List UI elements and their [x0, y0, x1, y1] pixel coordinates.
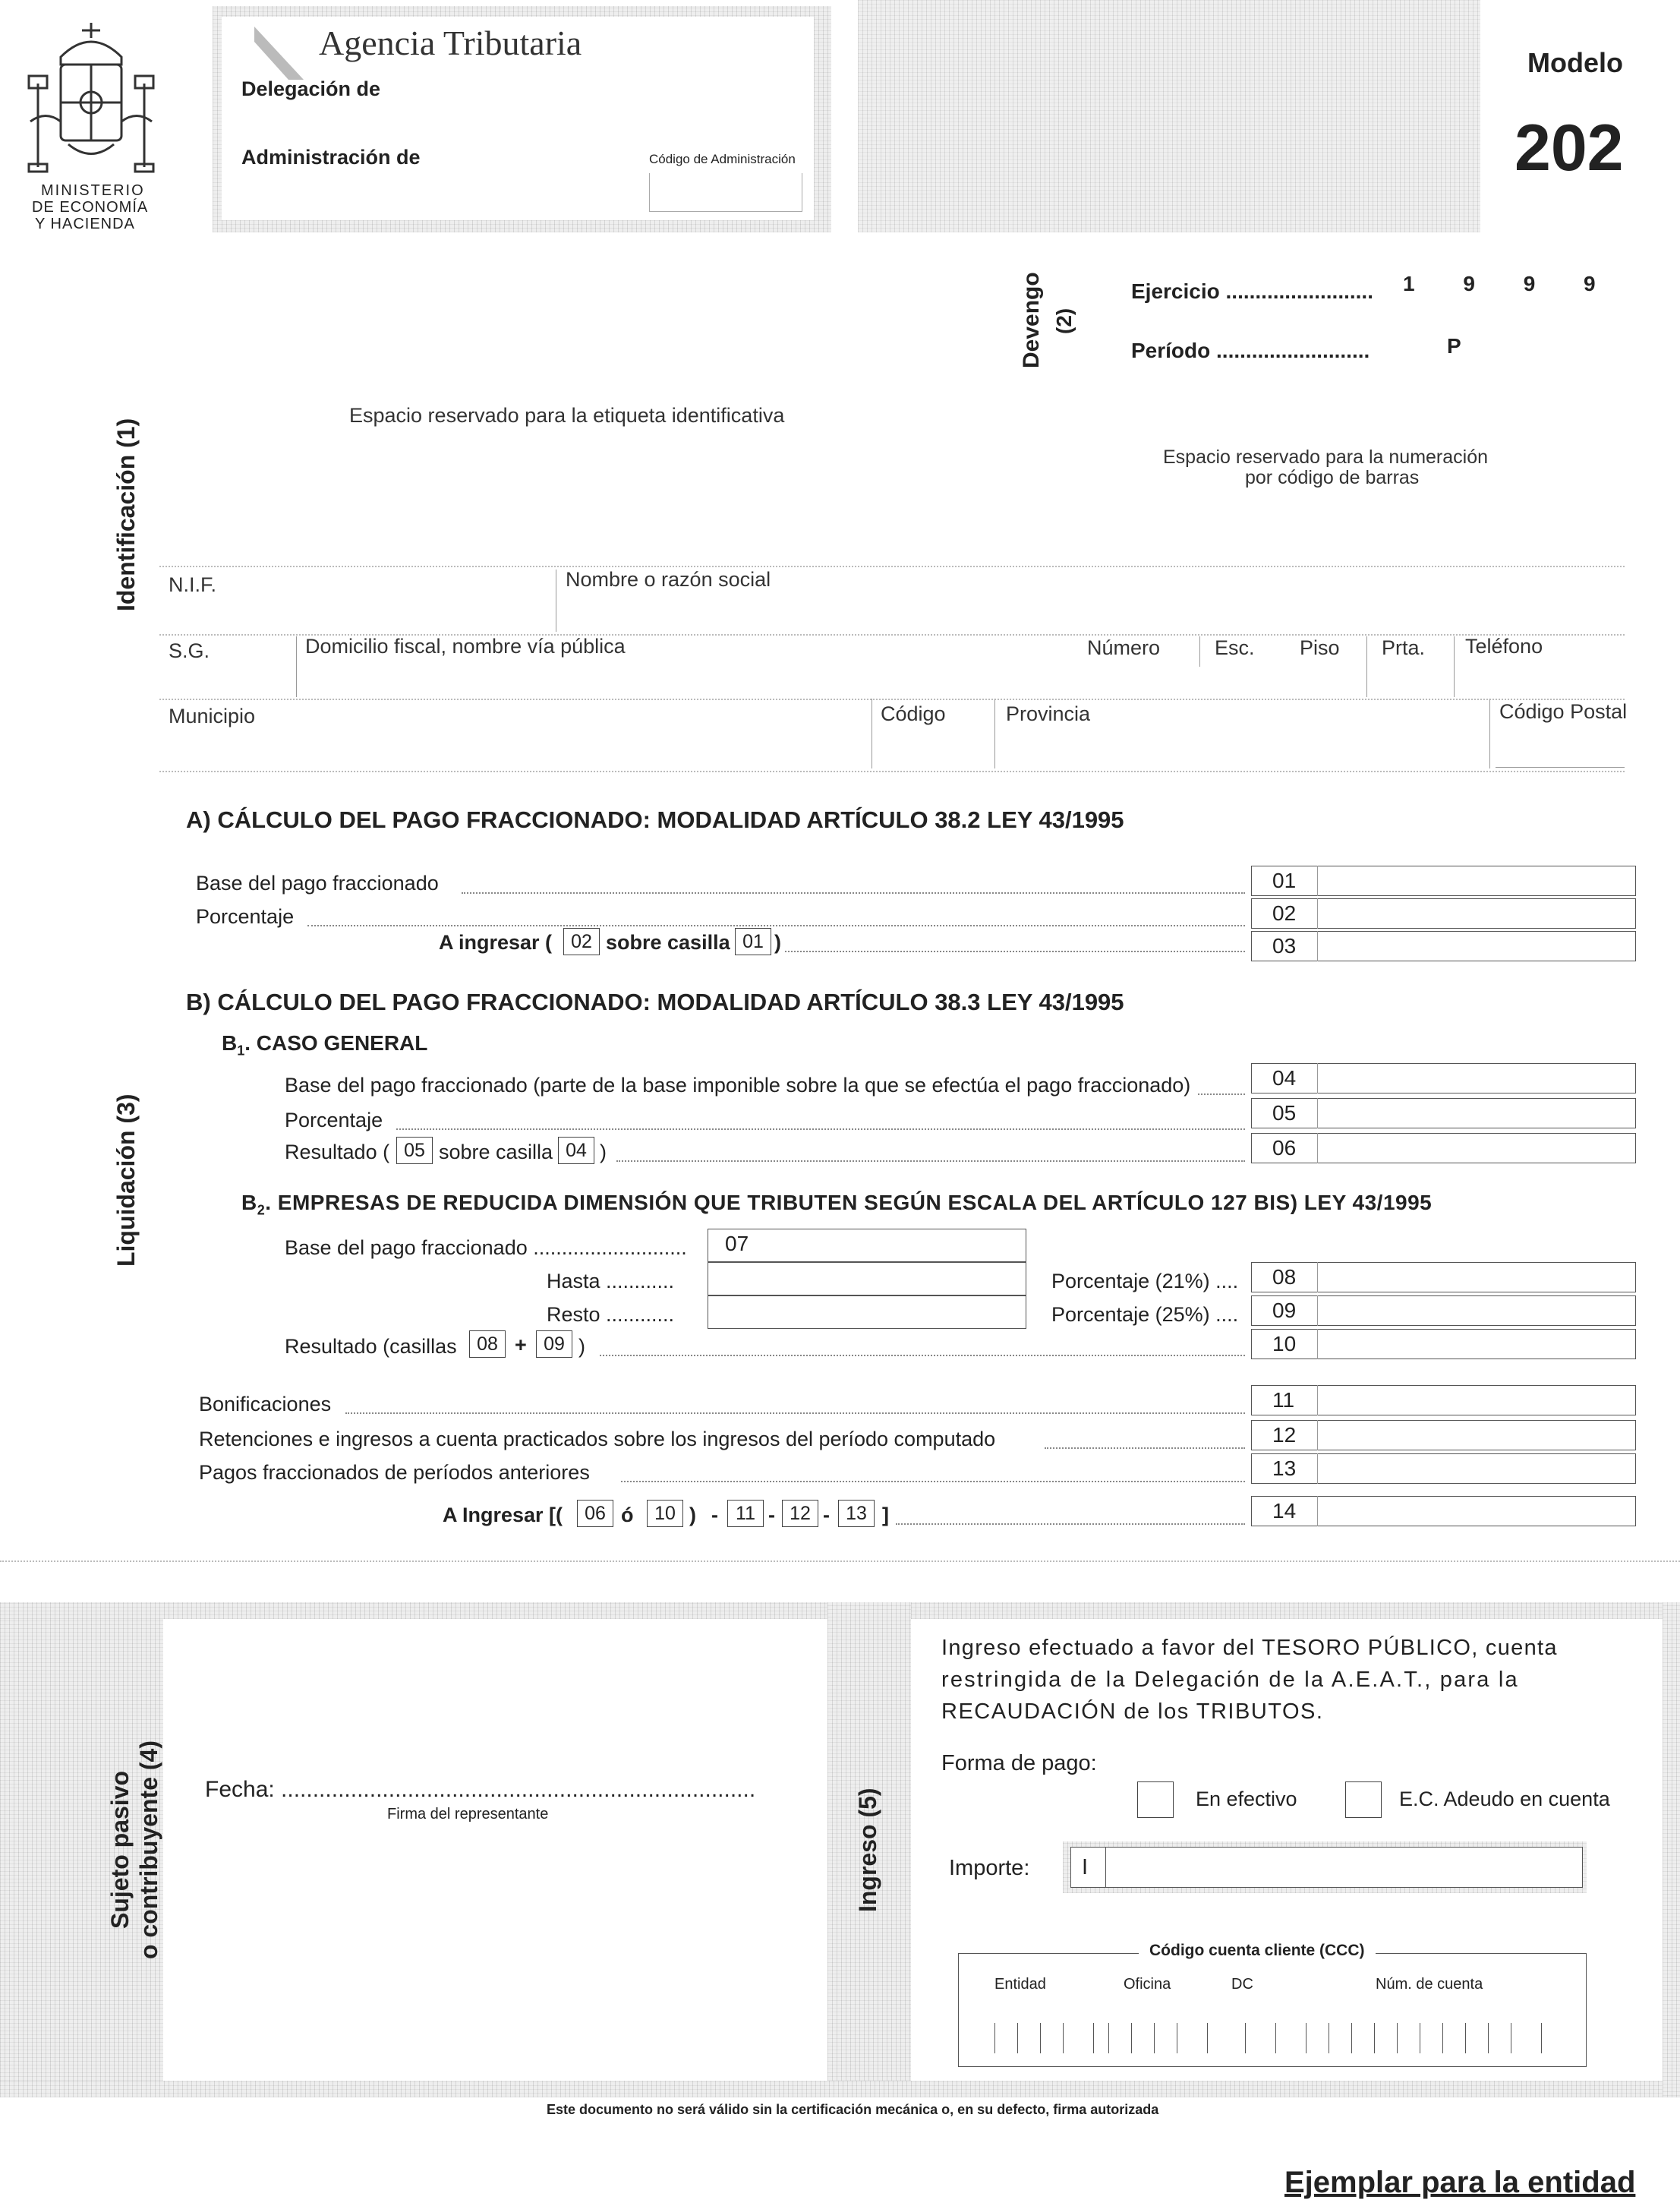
casilla-03-number: 03: [1272, 934, 1297, 958]
domicilio-field[interactable]: [304, 664, 1366, 695]
resultado-b1-pre: Resultado (: [285, 1141, 390, 1163]
casilla-07-number: 07: [725, 1232, 749, 1255]
sujeto-title-line-1: Sujeto pasivo: [106, 1770, 134, 1929]
nif-label: N.I.F.: [169, 573, 217, 596]
fecha-field[interactable]: [281, 1769, 752, 1800]
ccc-entidad-field[interactable]: [987, 2020, 1097, 2053]
efectivo-label: En efectivo: [1196, 1788, 1297, 1810]
casilla-12-number: 12: [1272, 1423, 1297, 1447]
barcode-space-line-2: por código de barras: [1245, 467, 1420, 488]
b1-title: $B_1$. CASO GENERAL: [222, 1031, 428, 1059]
casilla-03-box[interactable]: [1251, 931, 1636, 961]
codigo-administracion-field[interactable]: [649, 173, 802, 212]
casilla-05-number: 05: [1272, 1101, 1297, 1125]
agency-logo-icon: [251, 23, 311, 84]
nombre-field[interactable]: [562, 600, 1625, 630]
adeudo-label: E.C. Adeudo en cuenta: [1399, 1788, 1610, 1810]
casilla-11-box[interactable]: [1251, 1385, 1636, 1415]
ejercicio-value[interactable]: 1 9 9 9: [1403, 272, 1617, 295]
casilla-14-box[interactable]: [1251, 1496, 1636, 1526]
hasta-field[interactable]: [708, 1262, 1026, 1295]
a-ingresar-mid: sobre casilla: [606, 931, 730, 954]
codigo-postal-label: Código Postal: [1499, 700, 1628, 723]
resultado-b2-plus: +: [515, 1333, 527, 1356]
bottom-strip: [0, 2081, 1680, 2097]
forma-pago-label: Forma de pago:: [941, 1751, 1097, 1775]
ccc-col-dc: DC: [1231, 1976, 1253, 1993]
casilla-05-box[interactable]: [1251, 1098, 1636, 1128]
ccc-col-oficina: Oficina: [1124, 1976, 1171, 1993]
ccc-col-entidad: Entidad: [994, 1976, 1046, 1993]
casilla-04-box[interactable]: [1251, 1063, 1636, 1093]
modelo-label: Modelo: [1527, 47, 1623, 78]
ccc-col-cuenta: Núm. de cuenta: [1376, 1976, 1483, 1993]
casilla-10-box[interactable]: [1251, 1329, 1636, 1359]
section-a-title: A) CÁLCULO DEL PAGO FRACCIONADO: MODALIDAD ARTÍCULO 38.2 LEY 43/1995: [186, 806, 1124, 833]
copy-label: Ejemplar para la entidad: [1284, 2166, 1636, 2199]
ministry-line-1: MINISTERIO: [41, 182, 145, 199]
importe-field[interactable]: [1070, 1847, 1583, 1888]
right-strip: [1663, 1602, 1680, 2096]
pct25-label: Porcentaje (25%) ....: [1051, 1303, 1239, 1326]
resto-label: Resto ............: [547, 1303, 675, 1326]
ccc-dc-field[interactable]: [1222, 2020, 1275, 2053]
nif-field[interactable]: [163, 600, 554, 630]
firma-label: Firma del representante: [387, 1806, 549, 1822]
ingreso-title: Ingreso (5): [854, 1788, 881, 1912]
casilla-09-box[interactable]: [1251, 1295, 1636, 1326]
devengo-title: Devengo: [1019, 272, 1044, 368]
importe-prefix: I: [1082, 1855, 1089, 1879]
sujeto-title-line-2: o contribuyente (4): [135, 1740, 162, 1959]
b1-formula-c05: 05: [396, 1137, 433, 1164]
casilla-10-number: 10: [1272, 1332, 1297, 1355]
importe-label: Importe:: [949, 1856, 1030, 1880]
resultado-b2-pre: Resultado (casillas: [285, 1335, 457, 1358]
ejercicio-label: Ejercicio .........................: [1131, 279, 1373, 303]
final-c13: 13: [838, 1500, 875, 1527]
porcentaje-b1-label: Porcentaje: [285, 1109, 383, 1131]
porcentaje-a-label: Porcentaje: [196, 905, 295, 928]
casilla-02-number: 02: [1272, 901, 1297, 925]
modelo-number: 202: [1515, 112, 1624, 185]
base-b1-label: Base del pago fraccionado (parte de la base imponible sobre la que se efectúa el pago fraccionado): [285, 1074, 1191, 1097]
b2-title: $B_2$. EMPRESAS DE REDUCIDA DIMENSIÓN QUE TRIBUTEN SEGÚN ESCALA DEL ARTÍCULO 127 BIS) LEY 43/1995: [241, 1191, 1433, 1218]
final-c06: 06: [577, 1500, 613, 1527]
codigo-label: Código: [881, 702, 946, 725]
footer-note: Este documento no será válido sin la certificación mecánica o, en su defecto, firma autorizada: [547, 2102, 1159, 2117]
final-c11: 11: [727, 1500, 764, 1527]
casilla-09-number: 09: [1272, 1299, 1297, 1322]
casilla-13-box[interactable]: [1251, 1453, 1636, 1484]
etiqueta-space-label: Espacio reservado para la etiqueta identificativa: [349, 404, 785, 427]
telefono-label: Teléfono: [1465, 635, 1543, 658]
pct21-label: Porcentaje (21%) ....: [1051, 1270, 1239, 1292]
casilla-02-box[interactable]: [1251, 898, 1636, 929]
base-a-label: Base del pago fraccionado: [196, 872, 439, 895]
casilla-06-box[interactable]: [1251, 1133, 1636, 1163]
ingreso-text-3: RECAUDACIÓN de los TRIBUTOS.: [941, 1699, 1324, 1724]
b2-formula-c09: 09: [536, 1330, 572, 1358]
liquidacion-title: Liquidación (3): [112, 1093, 140, 1267]
b2-formula-c08: 08: [469, 1330, 506, 1358]
casilla-08-box[interactable]: [1251, 1262, 1636, 1292]
b1-formula-c04: 04: [558, 1137, 594, 1164]
ministry-line-2: DE ECONOMÍA: [32, 199, 149, 216]
hasta-label: Hasta ............: [547, 1270, 675, 1292]
numero-label: Número: [1087, 636, 1161, 659]
municipio-label: Municipio: [169, 705, 256, 727]
periodo-value[interactable]: P: [1447, 334, 1461, 358]
a-ingresar-pre: A ingresar (: [439, 931, 553, 954]
tail-row-label-2: Retenciones e ingresos a cuenta practicados sobre los ingresos del período computado: [199, 1428, 996, 1450]
casilla-14-number: 14: [1272, 1499, 1297, 1523]
casilla-11-number: 11: [1272, 1388, 1295, 1412]
prta-label: Prta.: [1382, 636, 1426, 659]
fecha-label: Fecha: ...........................................................................: [205, 1777, 756, 1802]
casilla-06-number: 06: [1272, 1136, 1297, 1160]
esc-label: Esc.: [1215, 636, 1255, 659]
casilla-01-box[interactable]: [1251, 866, 1636, 896]
ccc-title: Código cuenta cliente (CCC): [1139, 1942, 1376, 1960]
final-c10: 10: [647, 1500, 683, 1527]
casilla-07-box[interactable]: [708, 1229, 1026, 1262]
ingreso-text-1: Ingreso efectuado a favor del TESORO PÚBLICO, cuenta: [941, 1636, 1558, 1660]
provincia-label: Provincia: [1006, 702, 1091, 725]
final-o: ó: [621, 1504, 634, 1526]
a-formula-c01: 01: [735, 928, 771, 955]
codigo-postal-field[interactable]: [1496, 737, 1625, 768]
coat-of-arms-icon: [15, 15, 167, 182]
final-c12: 12: [782, 1500, 818, 1527]
tail-row-label-1: Bonificaciones: [199, 1393, 332, 1415]
ingreso-text-2: restringida de la Delegación de la A.E.A.T., para la: [941, 1668, 1519, 1692]
casilla-13-number: 13: [1272, 1456, 1297, 1480]
final-minus-3: -: [823, 1504, 830, 1526]
resultado-b1-post: ): [600, 1141, 607, 1163]
periodo-label: Período ..........................: [1131, 339, 1370, 362]
final-minus-1: -: [711, 1504, 718, 1526]
final-post: ]: [882, 1504, 889, 1526]
ccc-oficina-field[interactable]: [1105, 2020, 1215, 2053]
casilla-01-number: 01: [1272, 869, 1297, 892]
final-p1: ): [689, 1504, 696, 1526]
resultado-b1-mid: sobre casilla: [439, 1141, 553, 1163]
final-pre: A Ingresar [(: [443, 1504, 563, 1526]
devengo-ref: (2): [1052, 308, 1076, 334]
municipio-field[interactable]: [163, 733, 869, 763]
final-minus-2: -: [768, 1504, 775, 1526]
delegacion-label: Delegación de: [241, 77, 381, 100]
tail-row-label-3: Pagos fraccionados de períodos anteriores: [199, 1461, 590, 1484]
codigo-administracion-label: Código de Administración: [649, 152, 796, 166]
a-formula-c02: 02: [563, 928, 600, 955]
resultado-b2-post: ): [578, 1335, 585, 1358]
domicilio-label: Domicilio fiscal, nombre vía pública: [305, 635, 626, 658]
nombre-label: Nombre o razón social: [566, 568, 771, 591]
adeudo-checkbox[interactable]: [1345, 1781, 1382, 1818]
sg-label: S.G.: [169, 639, 210, 662]
resto-field[interactable]: [708, 1295, 1026, 1329]
ministry-line-3: Y HACIENDA: [35, 216, 135, 232]
casilla-12-box[interactable]: [1251, 1420, 1636, 1450]
administracion-label: Administración de: [241, 146, 421, 169]
barcode-area: [858, 0, 1480, 232]
piso-label: Piso: [1300, 636, 1340, 659]
section-b-title: B) CÁLCULO DEL PAGO FRACCIONADO: MODALIDAD ARTÍCULO 38.3 LEY 43/1995: [186, 989, 1124, 1015]
identificacion-title: Identificación (1): [112, 418, 140, 611]
agency-name: Agencia Tributaria: [319, 24, 582, 62]
b2-base-label: Base del pago fraccionado ...........................: [285, 1236, 687, 1259]
casilla-04-number: 04: [1272, 1066, 1297, 1090]
casilla-08-number: 08: [1272, 1265, 1297, 1289]
barcode-space-line-1: Espacio reservado para la numeración: [1163, 447, 1489, 468]
a-ingresar-post: ): [774, 931, 781, 954]
efectivo-checkbox[interactable]: [1137, 1781, 1174, 1818]
